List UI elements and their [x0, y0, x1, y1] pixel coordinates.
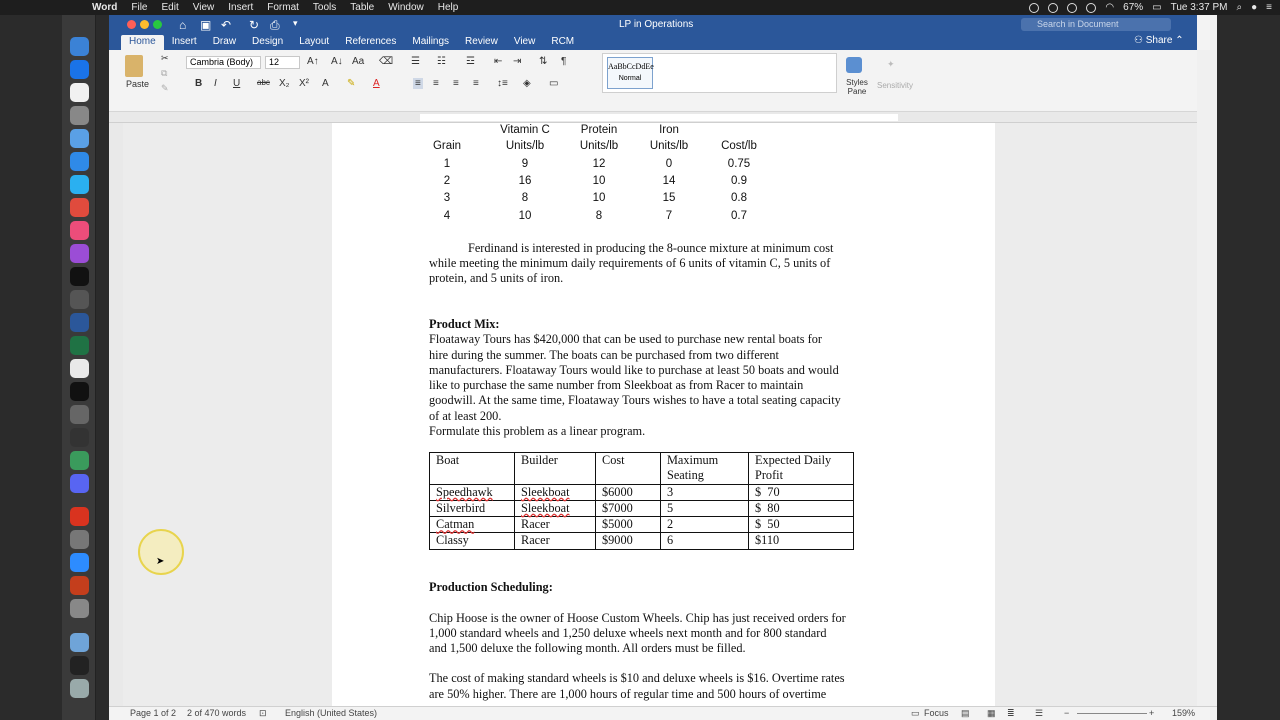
table-cell: $6000: [596, 484, 661, 500]
home-icon[interactable]: ⌂: [179, 18, 187, 32]
table-cell: $7000: [596, 500, 661, 516]
paragraph-line: while meeting the minimum daily requirements of 6 units of vitamin C, 5 units of: [429, 256, 831, 270]
grain-cell: 10: [592, 175, 606, 187]
finder-icon[interactable]: [70, 37, 89, 56]
superscript-button[interactable]: X²: [299, 78, 309, 89]
grain-cell: 12: [592, 158, 606, 170]
paragraph-line: Ferdinand is interested in producing the 8-ounce mixture at minimum cost: [468, 241, 834, 255]
clock[interactable]: Tue 3:37 PM: [1170, 2, 1228, 13]
cut-icon[interactable]: ✂: [161, 53, 169, 63]
grain-cell: 0: [665, 158, 673, 170]
close-window-button[interactable]: [127, 20, 136, 29]
table-cell: Racer: [515, 517, 596, 533]
discord-icon[interactable]: [70, 474, 89, 493]
shrink-font-icon[interactable]: A↓: [331, 56, 343, 67]
music-icon[interactable]: [70, 221, 89, 240]
paragraph-line: Chip Hoose is the owner of Hoose Custom Wheels. Chip has just received orders for: [429, 611, 846, 625]
zoom-slider[interactable]: [1077, 713, 1147, 714]
table-cell: $ 70: [749, 484, 854, 500]
status-icon[interactable]: [1067, 3, 1077, 13]
paragraph-line: like to purchase the same number from Sleekboat as from Racer to maintain: [429, 378, 804, 392]
calendar-icon[interactable]: [70, 83, 89, 102]
zoom-out-button[interactable]: −: [1064, 708, 1070, 718]
copy-icon[interactable]: ⧉: [161, 68, 168, 78]
paragraph-line: of at least 200.: [429, 409, 502, 423]
menu-insert[interactable]: Insert: [228, 2, 254, 13]
vertical-ruler[interactable]: [109, 123, 123, 706]
grain-cell: 8: [521, 192, 529, 204]
menu-help[interactable]: Help: [437, 2, 459, 13]
status-icon[interactable]: [1086, 3, 1096, 13]
wifi-icon[interactable]: ◠: [1105, 2, 1115, 13]
folder-icon[interactable]: [70, 633, 89, 652]
excel-icon[interactable]: [70, 336, 89, 355]
table-header-cell: Expected Daily Profit: [749, 453, 854, 485]
menu-file[interactable]: File: [131, 2, 148, 13]
app-icon[interactable]: [70, 530, 89, 549]
horizontal-ruler[interactable]: [109, 112, 1197, 123]
paragraph-line: manufacturers. Floataway Tours would like to purchase at least 50 boats and would: [429, 363, 839, 377]
print-layout-icon[interactable]: ▤: [961, 708, 970, 718]
grain-header: Units/lb: [649, 140, 689, 152]
shading-icon[interactable]: ◈: [523, 78, 531, 89]
table-cell: 5: [661, 500, 749, 516]
app-icon[interactable]: [70, 405, 89, 424]
table-cell: $5000: [596, 517, 661, 533]
table-cell: Racer: [515, 533, 596, 549]
production-scheduling-heading: Production Scheduling:: [429, 580, 553, 594]
style-sample: AaBbCcDdEe: [608, 62, 654, 71]
spotlight-icon[interactable]: ⌕: [1236, 2, 1243, 13]
grain-cell: 16: [518, 175, 532, 187]
table-cell: $ 50: [749, 517, 854, 533]
word-icon[interactable]: [70, 313, 89, 332]
text-effects-icon[interactable]: A: [322, 78, 329, 89]
vertical-scrollbar[interactable]: [1197, 50, 1217, 706]
status-icon[interactable]: [1029, 3, 1039, 13]
zoom-window-button[interactable]: [153, 20, 162, 29]
menu-format[interactable]: Format: [267, 2, 299, 13]
messages-icon[interactable]: [70, 175, 89, 194]
menu-view[interactable]: View: [192, 2, 215, 13]
change-case-icon[interactable]: Aa: [352, 56, 365, 67]
print-icon[interactable]: ⎙: [270, 18, 280, 32]
grain-cell: 0.75: [727, 158, 751, 170]
underline-button[interactable]: U: [233, 78, 241, 89]
table-header-row: [430, 453, 854, 485]
font-name-select[interactable]: Cambria (Body): [186, 56, 261, 69]
format-painter-icon[interactable]: ✎: [161, 83, 169, 93]
chrome-icon[interactable]: [70, 359, 89, 378]
grain-header-top: Vitamin C: [500, 124, 550, 136]
table-cell: Sleekboat: [515, 500, 596, 516]
mouse-cursor-icon: ➤: [156, 556, 165, 567]
paragraph-line: hire during the summer. The boats can be purchased from two different: [429, 348, 779, 362]
menu-tools[interactable]: Tools: [312, 2, 337, 13]
table-cell: Speedhawk: [430, 484, 515, 500]
tab-rcm[interactable]: RCM: [551, 36, 575, 47]
terminal-icon[interactable]: [70, 382, 89, 401]
line-spacing-icon[interactable]: ↕≡: [497, 78, 508, 89]
sensitivity-button[interactable]: Sensitivity: [877, 81, 914, 90]
tab-references[interactable]: References: [345, 36, 397, 47]
status-bar: [109, 706, 1217, 720]
numbering-icon[interactable]: ☷: [437, 56, 446, 67]
tv-icon[interactable]: [70, 267, 89, 286]
battery-percent[interactable]: 67%: [1123, 2, 1144, 13]
grain-cell: 0.7: [731, 210, 747, 222]
share-button[interactable]: ⚇ Share ⌃: [1134, 35, 1184, 46]
title-bar: [109, 15, 1197, 50]
highlight-icon[interactable]: ✎: [347, 78, 356, 89]
grain-header-top: Protein: [580, 124, 618, 136]
news-icon[interactable]: [70, 198, 89, 217]
tab-design[interactable]: Design: [252, 36, 284, 47]
subscript-button[interactable]: X₂: [279, 78, 290, 89]
grain-header-top: Iron: [659, 124, 679, 136]
share-label: Share: [1145, 35, 1173, 46]
grain-header: Units/lb: [579, 140, 619, 152]
document-page[interactable]: [332, 123, 995, 706]
tab-view[interactable]: View: [513, 36, 536, 47]
grain-cell: 0.9: [731, 175, 747, 187]
table-cell: Catman: [430, 517, 515, 533]
table-cell: Classy: [430, 533, 515, 549]
styles-pane-button[interactable]: Styles Pane: [846, 78, 868, 96]
grain-cell: 15: [662, 192, 676, 204]
app-icon[interactable]: [70, 428, 89, 447]
status-icon[interactable]: [1048, 3, 1058, 13]
document-canvas: [123, 123, 1197, 706]
italic-button[interactable]: I: [214, 78, 217, 89]
clear-formatting-icon[interactable]: ⌫: [379, 56, 394, 67]
paragraph-line: The cost of making standard wheels is $10 and deluxe wheels is $16. Overtime rates: [429, 671, 845, 685]
tab-mailings[interactable]: Mailings: [412, 36, 450, 47]
borders-icon[interactable]: ▭: [549, 78, 559, 89]
table-cell: $9000: [596, 533, 661, 549]
table-cell: Sleekboat: [515, 484, 596, 500]
battery-icon[interactable]: ▭: [1152, 2, 1162, 13]
paragraph-line: protein, and 5 units of iron.: [429, 271, 564, 285]
paste-icon[interactable]: [125, 55, 143, 77]
tab-review[interactable]: Review: [465, 36, 498, 47]
outlook-icon[interactable]: [70, 60, 89, 79]
sort-icon[interactable]: ⇅: [539, 56, 548, 67]
grain-cell: 4: [443, 210, 451, 222]
draft-icon[interactable]: ☰: [1035, 708, 1044, 718]
grain-cell: 10: [518, 210, 532, 222]
paragraph-line: 1,000 standard wheels and 1,250 deluxe wheels next month and for 800 standard: [429, 626, 827, 640]
table-header-cell: Cost: [596, 453, 661, 485]
align-center-button[interactable]: ≡: [433, 78, 439, 89]
save-icon[interactable]: ▣: [200, 18, 212, 32]
proofing-icon[interactable]: ⊡: [259, 708, 267, 718]
grain-cell: 1: [443, 158, 451, 170]
font-color-icon[interactable]: A: [373, 78, 380, 89]
grain-cell: 7: [665, 210, 673, 222]
justify-button[interactable]: ≡: [473, 78, 479, 89]
acrobat-icon[interactable]: [70, 507, 89, 526]
grain-header: Units/lb: [505, 140, 545, 152]
table-cell: 2: [661, 517, 749, 533]
app-icon[interactable]: [70, 451, 89, 470]
paste-button[interactable]: Paste: [126, 79, 150, 89]
menu-app-name[interactable]: Word: [92, 2, 118, 13]
siri-icon[interactable]: ●: [1251, 2, 1258, 13]
paragraph-line: Formulate this problem as a linear program.: [429, 424, 646, 438]
cursor-highlight: [138, 529, 184, 575]
tab-draw[interactable]: Draw: [212, 36, 237, 47]
page-count[interactable]: Page 1 of 2: [130, 708, 177, 718]
undo-icon[interactable]: ↶: [221, 18, 232, 32]
app-icon[interactable]: [70, 290, 89, 309]
menu-table[interactable]: Table: [350, 2, 375, 13]
table-cell: $110: [749, 533, 854, 549]
multilevel-list-icon[interactable]: ☲: [466, 56, 475, 67]
minimize-window-button[interactable]: [140, 20, 149, 29]
macos-menu-bar: [0, 0, 1280, 15]
paragraph-line: and 1,500 deluxe the following month. All orders must be filled.: [429, 641, 746, 655]
show-marks-icon[interactable]: ¶: [561, 56, 567, 67]
app-icon[interactable]: [70, 106, 89, 125]
boat-table: [429, 452, 854, 550]
search-input[interactable]: Search in Document: [1021, 18, 1171, 31]
grain-cell: 14: [662, 175, 676, 187]
font-size-select[interactable]: 12: [265, 56, 300, 69]
zoom-icon[interactable]: [70, 553, 89, 572]
grain-header: Grain: [432, 140, 462, 152]
increase-indent-icon[interactable]: ⇥: [513, 56, 522, 67]
safari-icon[interactable]: [70, 129, 89, 148]
tab-home[interactable]: Home: [121, 35, 164, 50]
style-name: Normal: [618, 75, 642, 82]
table-header-cell: Maximum Seating: [661, 453, 749, 485]
customize-toolbar-icon[interactable]: ▾: [293, 18, 298, 28]
paragraph-line: goodwill. At the same time, Floataway Tours wishes to have a total seating capacity: [429, 393, 841, 407]
zoom-level[interactable]: 159%: [1172, 708, 1196, 718]
ribbon-tabs: [121, 35, 582, 50]
decrease-indent-icon[interactable]: ⇤: [494, 56, 503, 67]
style-normal[interactable]: [607, 57, 653, 89]
grain-header: Cost/lb: [721, 140, 757, 152]
sensitivity-icon[interactable]: ✦: [887, 59, 895, 69]
word-window: [109, 15, 1217, 720]
grow-font-icon[interactable]: A↑: [307, 56, 319, 67]
table-row: [430, 533, 854, 549]
app-icon[interactable]: [70, 656, 89, 675]
table-cell: $ 80: [749, 500, 854, 516]
strikethrough-button[interactable]: abc: [257, 78, 270, 87]
powerpoint-icon[interactable]: [70, 576, 89, 595]
product-mix-heading: Product Mix:: [429, 317, 500, 331]
app-icon[interactable]: [70, 599, 89, 618]
bold-button[interactable]: B: [195, 78, 203, 89]
tab-insert[interactable]: Insert: [171, 36, 197, 47]
tab-layout[interactable]: Layout: [299, 36, 330, 47]
table-cell: 6: [661, 533, 749, 549]
web-layout-icon[interactable]: ▦: [987, 708, 996, 718]
redo-icon[interactable]: ↻: [249, 18, 260, 32]
table-cell: 3: [661, 484, 749, 500]
align-right-button[interactable]: ≡: [453, 78, 459, 89]
align-left-button[interactable]: ≡: [415, 78, 421, 89]
word-count[interactable]: 2 of 470 words: [187, 708, 247, 718]
dock: [62, 15, 96, 720]
menu-window[interactable]: Window: [388, 2, 424, 13]
grain-cell: 8: [595, 210, 603, 222]
styles-gallery: [602, 53, 837, 93]
paragraph-line: are 50% higher. There are 1,000 hours of regular time and 500 hours of overtime: [429, 687, 827, 701]
control-center-icon[interactable]: ≡: [1266, 2, 1272, 13]
language[interactable]: English (United States): [285, 708, 378, 718]
table-header-cell: Builder: [515, 453, 596, 485]
app-icon[interactable]: [70, 152, 89, 171]
ribbon-home: [109, 50, 1197, 112]
table-header-cell: Boat: [430, 453, 515, 485]
bullets-icon[interactable]: ☰: [411, 56, 420, 67]
grain-cell: 3: [443, 192, 451, 204]
grain-cell: 2: [443, 175, 451, 187]
grain-cell: 9: [521, 158, 529, 170]
focus-icon[interactable]: ▭: [911, 708, 920, 718]
zoom-in-button[interactable]: +: [1149, 708, 1155, 718]
table-row: [430, 517, 854, 533]
trash-icon[interactable]: [70, 679, 89, 698]
podcasts-icon[interactable]: [70, 244, 89, 263]
paragraph-line: Floataway Tours has $420,000 that can be used to purchase new rental boats for: [429, 332, 822, 346]
document-title: LP in Operations: [619, 19, 694, 30]
focus-button[interactable]: Focus: [924, 708, 949, 718]
table-row: [430, 484, 854, 500]
styles-pane-icon[interactable]: [846, 57, 862, 73]
table-row: [430, 500, 854, 516]
menu-edit[interactable]: Edit: [161, 2, 179, 13]
grain-cell: 0.8: [731, 192, 747, 204]
outline-icon[interactable]: ≣: [1007, 708, 1015, 718]
grain-cell: 10: [592, 192, 606, 204]
table-cell: Silverbird: [430, 500, 515, 516]
